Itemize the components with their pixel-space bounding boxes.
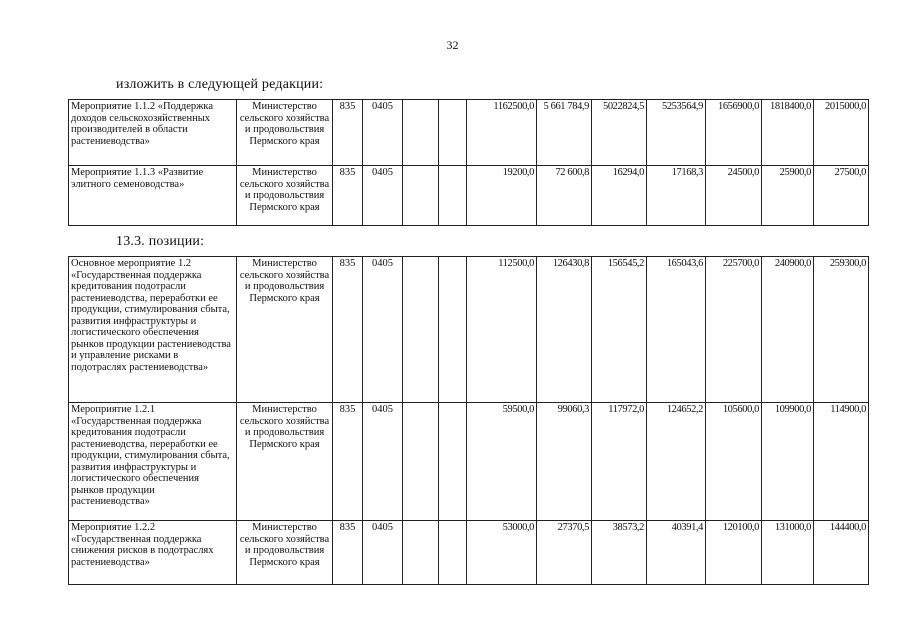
amount-cell: 72 600,8	[537, 166, 592, 226]
amount-cell: 25900,0	[762, 166, 814, 226]
budget-table-edited-rows	[68, 99, 869, 226]
grbs-code-cell: 835	[333, 166, 363, 226]
section-code-cell: 0405	[363, 403, 403, 521]
amount-cell: 117972,0	[592, 403, 647, 521]
amount-cell: 5 661 784,9	[537, 100, 592, 166]
amount-cell: 114900,0	[814, 403, 869, 521]
amount-cell: 240900,0	[762, 257, 814, 403]
amount-cell: 120100,0	[706, 521, 762, 585]
grbs-code-cell: 835	[333, 403, 363, 521]
amount-cell: 38573,2	[592, 521, 647, 585]
amount-cell: 144400,0	[814, 521, 869, 585]
amount-cell: 1162500,0	[467, 100, 537, 166]
amount-cell: 5253564,9	[647, 100, 706, 166]
amount-cell: 112500,0	[467, 257, 537, 403]
amount-cell: 109900,0	[762, 403, 814, 521]
page-number: 32	[446, 38, 459, 52]
activity-name-cell: Мероприятие 1.1.3 «Развитие элитного семеноводства»	[69, 166, 237, 226]
amount-cell: 16294,0	[592, 166, 647, 226]
amount-cell: 105600,0	[706, 403, 762, 521]
amount-cell: 1818400,0	[762, 100, 814, 166]
amount-cell: 24500,0	[706, 166, 762, 226]
amount-cell: 2015000,0	[814, 100, 869, 166]
executor-cell: Министерство сельского хозяйства и продовольствия Пермского края	[237, 257, 333, 403]
executor-cell: Министерство сельского хозяйства и продовольствия Пермского края	[237, 521, 333, 585]
amount-cell: 165043,6	[647, 257, 706, 403]
expense-type-cell	[439, 257, 467, 403]
expense-type-cell	[439, 403, 467, 521]
grbs-code-cell: 835	[333, 100, 363, 166]
activity-name-cell: Мероприятие 1.2.1 «Государственная поддержка кредитования подотрасли растениеводства, переработки ее продукции, стимулирования сбыта, развития инфраструктуры и логистического обеспечения рынков продукции растениеводства»	[69, 403, 237, 521]
section-code-cell: 0405	[363, 166, 403, 226]
section-code-cell: 0405	[363, 521, 403, 585]
amount-cell: 17168,3	[647, 166, 706, 226]
table-row	[69, 100, 869, 166]
grbs-code-cell: 835	[333, 521, 363, 585]
amount-cell: 259300,0	[814, 257, 869, 403]
amount-cell: 99060,3	[537, 403, 592, 521]
amount-cell: 53000,0	[467, 521, 537, 585]
target-article-cell	[403, 521, 439, 585]
activity-name-cell: Основное мероприятие 1.2 «Государственная поддержка кредитования подотрасли растениеводства, переработки ее продукции, стимулирования сбыта, развития инфраструктуры и логистического обеспечения рынков продукции растениеводства и управление рисками в подотраслях растениеводства»	[69, 257, 237, 403]
amount-cell: 225700,0	[706, 257, 762, 403]
target-article-cell	[403, 257, 439, 403]
target-article-cell	[403, 100, 439, 166]
amount-cell: 126430,8	[537, 257, 592, 403]
table-row	[69, 166, 869, 226]
amount-cell: 1656900,0	[706, 100, 762, 166]
amount-cell: 156545,2	[592, 257, 647, 403]
table-row	[69, 521, 869, 585]
grbs-code-cell: 835	[333, 257, 363, 403]
section-heading-positions: 13.3. позиции:	[116, 234, 205, 249]
expense-type-cell	[439, 521, 467, 585]
amount-cell: 131000,0	[762, 521, 814, 585]
section-heading-edit: изложить в следующей редакции:	[116, 77, 324, 92]
activity-name-cell: Мероприятие 1.2.2 «Государственная поддержка снижения рисков в подотраслях растениеводства»	[69, 521, 237, 585]
budget-table-positions	[68, 256, 869, 585]
table-row	[69, 403, 869, 521]
amount-cell: 5022824,5	[592, 100, 647, 166]
expense-type-cell	[439, 166, 467, 226]
executor-cell: Министерство сельского хозяйства и продовольствия Пермского края	[237, 166, 333, 226]
section-code-cell: 0405	[363, 100, 403, 166]
activity-name-cell: Мероприятие 1.1.2 «Поддержка доходов сельскохозяйственных производителей в области растениеводства»	[69, 100, 237, 166]
target-article-cell	[403, 166, 439, 226]
table-row	[69, 257, 869, 403]
target-article-cell	[403, 403, 439, 521]
executor-cell: Министерство сельского хозяйства и продовольствия Пермского края	[237, 100, 333, 166]
amount-cell: 124652,2	[647, 403, 706, 521]
amount-cell: 40391,4	[647, 521, 706, 585]
section-code-cell: 0405	[363, 257, 403, 403]
expense-type-cell	[439, 100, 467, 166]
amount-cell: 27370,5	[537, 521, 592, 585]
executor-cell: Министерство сельского хозяйства и продовольствия Пермского края	[237, 403, 333, 521]
amount-cell: 59500,0	[467, 403, 537, 521]
amount-cell: 27500,0	[814, 166, 869, 226]
amount-cell: 19200,0	[467, 166, 537, 226]
